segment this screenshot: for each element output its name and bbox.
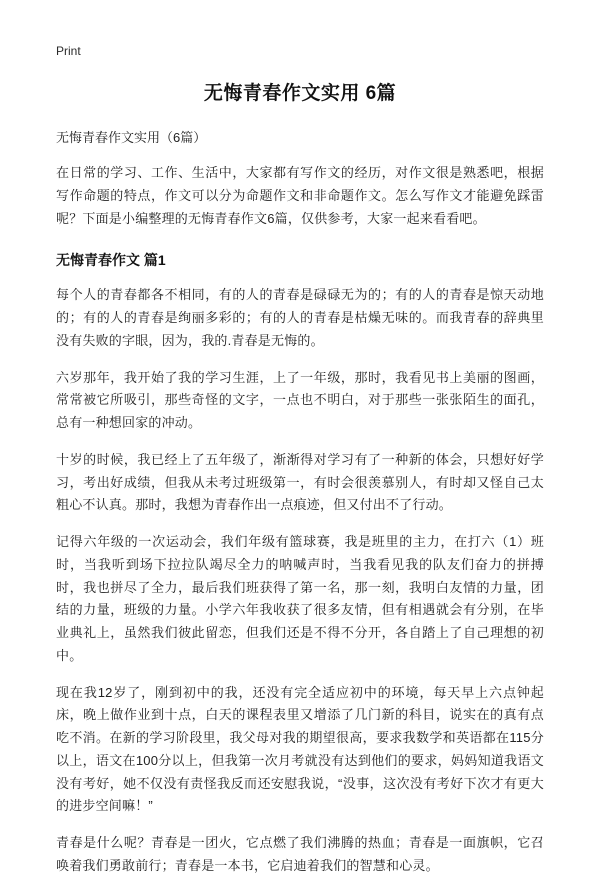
page-title: 无悔青春作文实用 6篇 xyxy=(203,83,397,104)
essay-paragraph-3: 十岁的时候，我已经上了五年级了，渐渐得对学习有了一种新的体会，只想好好学习，考出好成绩，但我从未考过班级第一，有时会很羡慕别人，有时却又怪自己太粗心不认真。那时，我想为青春作出一点痕迹，但又付出不了行动。 xyxy=(56,451,544,513)
essay-paragraph-4: 记得六年级的一次运动会，我们年级有篮球赛，我是班里的主力，在打六（1）班时，当我听到场下拉拉队竭尽全力的呐喊声时，当我看见我的队友们奋力的拼搏时，我也拼尽了全力，最后我们班获得了第一名，那一刻，我明白友情的力量，团结的力量，班级的力量。小学六年我收获了很多友情，但有相遇就会有分别，在毕业典礼上，虽然我们彼此留恋，但我们还是不得不分开，各自踏上了自己理想的初中。 xyxy=(56,534,544,663)
essay-paragraph-6: 青春是什么呢？青春是一团火，它点燃了我们沸腾的热血；青春是一面旗帜，它召唤着我们勇敢前行；青春是一本书，它启迪着我们的智慧和心灵。 xyxy=(56,835,544,873)
section-heading-essay-1: 无悔青春作文 篇1 xyxy=(56,252,166,269)
document-subtitle: 无悔青春作文实用（6篇） xyxy=(56,130,207,145)
print-button[interactable]: Print xyxy=(56,44,81,58)
essay-paragraph-5: 现在我12岁了，刚到初中的我，还没有完全适应初中的环境，每天早上六点钟起床，晚上做作业到十点，白天的课程表里又增添了几门新的科目，说实在的真有点吃不消。在新的学习阶段里，我父母对我的期望很高，要求我数学和英语都在115分以上，语文在100分以上，但我第一次月考就没有达到他们的要求，妈妈知道我语文没有考好，她不仅没有责怪我反而还安慰我说，“没事，这次没有考好下次才有更大的进步空间嘛！” xyxy=(56,684,544,814)
essay-paragraph-2: 六岁那年，我开始了我的学习生涯，上了一年级，那时，我看见书上美丽的图画，常常被它所吸引，那些奇怪的文字，一点也不明白，对于那些一张张陌生的面孔，总有一种想回家的冲动。 xyxy=(56,369,544,430)
essay-paragraph-1: 每个人的青春都各不相同，有的人的青春是碌碌无为的；有的人的青春是惊天动地的；有的人的青春是绚丽多彩的；有的人的青春是枯燥无味的。而我青春的辞典里没有失败的字眼，因为，我的.青春是无悔的。 xyxy=(56,287,544,348)
intro-paragraph: 在日常的学习、工作、生活中，大家都有写作文的经历，对作文很是熟悉吧，根据写作命题的特点，作文可以分为命题作文和非命题作文。怎么写作文才能避免踩雷呢？下面是小编整理的无悔青春作文6篇，仅供参考，大家一起来看看吧。 xyxy=(56,165,544,226)
